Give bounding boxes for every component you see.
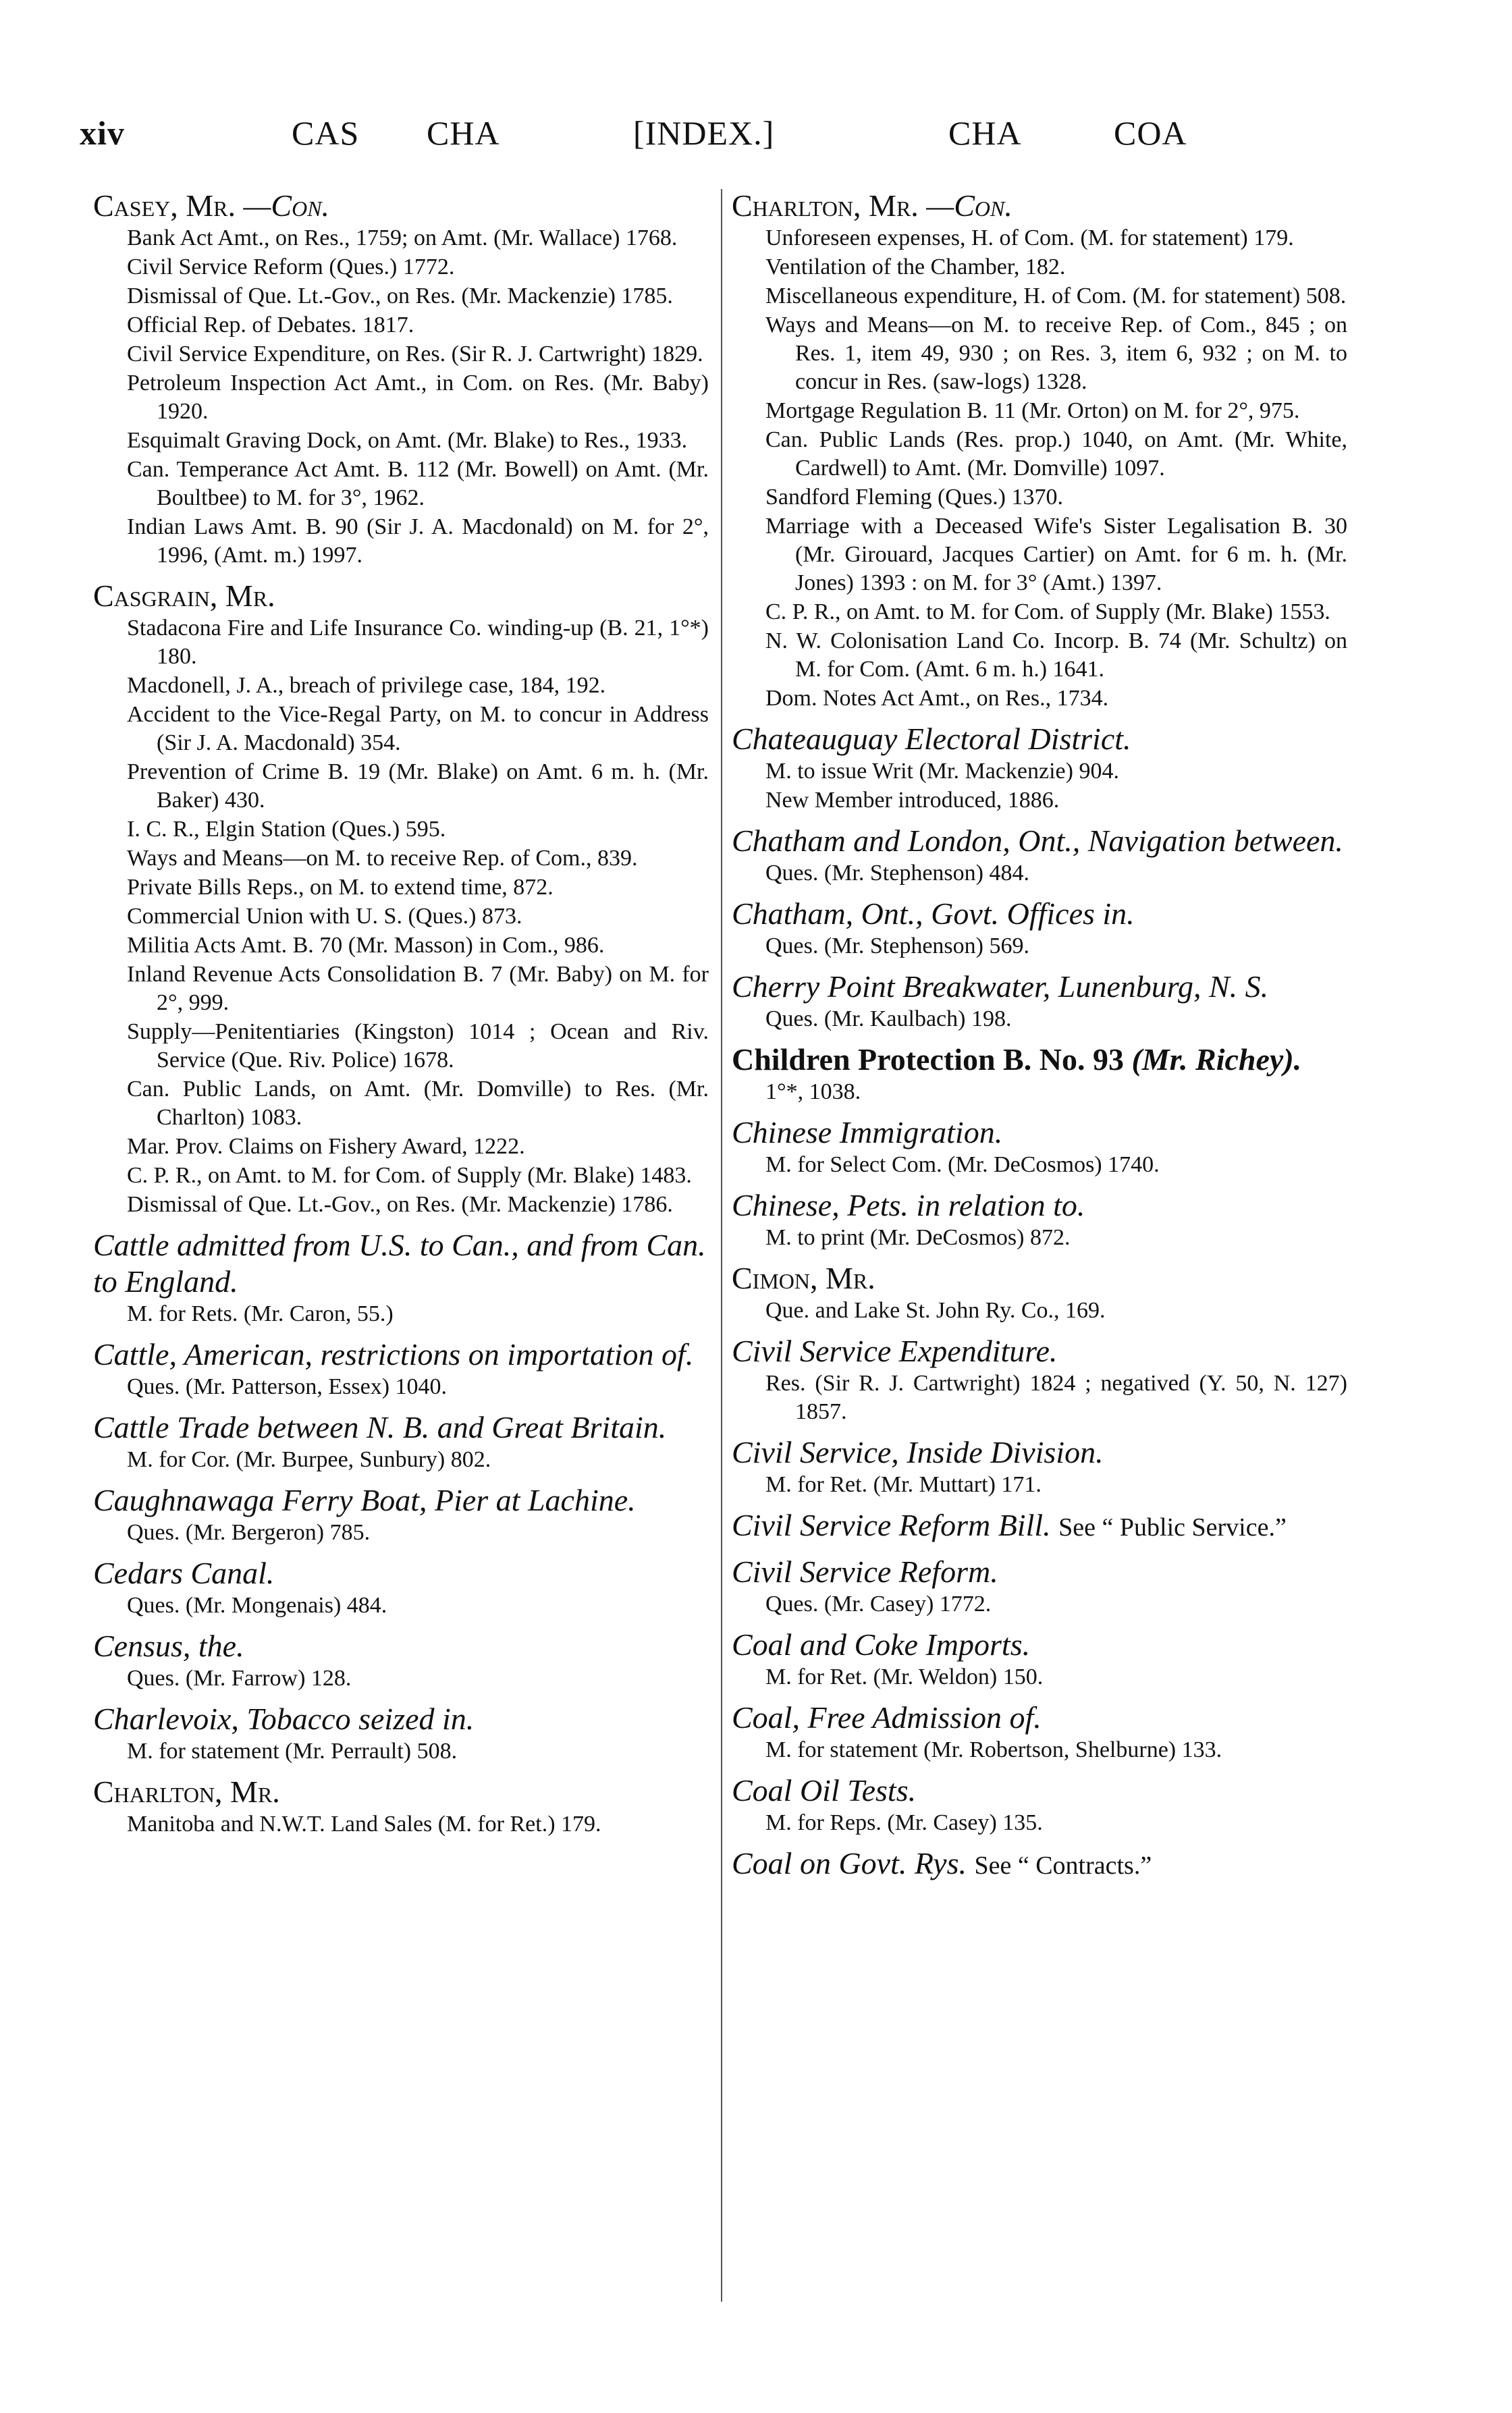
entry-subline: Macdonell, J. A., breach of privilege case, 184, 192.	[127, 673, 606, 698]
entry-subline: M. to print (Mr. DeCosmos) 872.	[765, 1225, 1071, 1250]
entry-heading-text: Civil Service, Inside Division.	[732, 1435, 1104, 1469]
entry-subline: Ques. (Mr. Stephenson) 569.	[765, 933, 1029, 958]
entry-heading-continued: —Con.	[926, 188, 1013, 223]
entry-heading	[732, 823, 1347, 859]
index-entry	[732, 1507, 1347, 1546]
entry-heading-text: Cimon, Mr.	[732, 1261, 875, 1295]
entry-heading-text: Cedars Canal.	[93, 1556, 275, 1590]
entry-heading	[93, 1227, 709, 1300]
index-entry	[732, 823, 1347, 888]
entry-subline: M. for statement (Mr. Perrault) 508.	[127, 1739, 458, 1764]
index-entry	[732, 1114, 1347, 1179]
entry-heading	[732, 1260, 1347, 1297]
entry-subline: M. for Select Com. (Mr. DeCosmos) 1740.	[765, 1152, 1160, 1177]
right-range-end: COA	[1114, 114, 1187, 152]
entry-heading-text: Chatham, Ont., Govt. Offices in.	[732, 896, 1135, 931]
entry-subline: Accident to the Vice-Regal Party, on M. to concur in Address (Sir J. A. Macdonald) 354.	[127, 702, 709, 755]
entry-heading-text: Census, the.	[93, 1629, 244, 1663]
entry-heading-continued: —Con.	[243, 188, 330, 223]
left-range-start: CAS	[292, 114, 360, 152]
index-entry	[93, 1409, 709, 1474]
entry-heading-text: Chateauguay Electoral District.	[732, 722, 1131, 756]
entry-heading-text: Civil Service Reform.	[732, 1554, 998, 1589]
index-entry	[732, 188, 1347, 713]
entry-subline: Esquimalt Graving Dock, on Amt. (Mr. Blake) to Res., 1933.	[127, 428, 688, 453]
entry-subline: Militia Acts Amt. B. 70 (Mr. Masson) in Com., 986.	[127, 933, 605, 958]
entry-heading	[732, 1700, 1347, 1736]
entry-heading	[93, 578, 709, 614]
entry-subline: M. for Cor. (Mr. Burpee, Sunbury) 802.	[127, 1447, 491, 1472]
entry-subline: Ques. (Mr. Casey) 1772.	[765, 1592, 992, 1617]
entry-heading	[732, 1333, 1347, 1370]
entry-subline: Marriage with a Deceased Wife's Sister Legalisation B. 30 (Mr. Girouard, Jacques Cartier) on Amt. for 6 m. h. (Mr. Jones) 1393 : on M. for 3° (Amt.) 1397.	[765, 514, 1347, 595]
entry-heading	[93, 1336, 709, 1373]
entry-heading-text: Coal, Free Admission of.	[732, 1700, 1042, 1735]
entry-subline: Can. Temperance Act Amt. B. 112 (Mr. Bowell) on Amt. (Mr. Boultbee) to M. for 3°, 1962.	[127, 457, 709, 510]
left-range-end: CHA	[427, 114, 500, 152]
page-number: xiv	[80, 114, 125, 152]
entry-subline: Petroleum Inspection Act Amt., in Com. on Res. (Mr. Baby) 1920.	[127, 371, 709, 424]
entry-subline: Prevention of Crime B. 19 (Mr. Blake) on Amt. 6 m. h. (Mr. Baker) 430.	[127, 759, 709, 813]
index-entry	[93, 1336, 709, 1401]
entry-subline: Commercial Union with U. S. (Ques.) 873.	[127, 904, 522, 929]
index-entry	[732, 896, 1347, 960]
index-entry	[732, 1434, 1347, 1499]
index-entry	[732, 969, 1347, 1033]
entry-subline: Bank Act Amt., on Res., 1759; on Amt. (Mr. Wallace) 1768.	[127, 225, 678, 250]
entry-heading	[93, 1701, 709, 1737]
entry-subline: Inland Revenue Acts Consolidation B. 7 (Mr. Baby) on M. for 2°, 999.	[127, 962, 709, 1015]
index-entry	[93, 188, 709, 570]
index-entry	[732, 1260, 1347, 1325]
entry-subline: Private Bills Reps., on M. to extend time, 872.	[127, 875, 554, 900]
index-entry	[732, 1700, 1347, 1764]
entry-subline: Civil Service Reform (Ques.) 1772.	[127, 254, 455, 279]
entry-subline: Ques. (Mr. Kaulbach) 198.	[765, 1006, 1012, 1031]
entry-subline: Ques. (Mr. Mongenais) 484.	[127, 1593, 387, 1618]
entry-subline: M. for Rets. (Mr. Caron, 55.)	[127, 1301, 394, 1326]
index-entry	[93, 1628, 709, 1693]
entry-heading-text: Chinese, Pets. in relation to.	[732, 1188, 1085, 1222]
entry-heading	[732, 1627, 1347, 1663]
index-entry	[93, 578, 709, 1219]
entry-heading	[93, 1409, 709, 1446]
entry-subline: Mar. Prov. Claims on Fishery Award, 1222.	[127, 1134, 525, 1159]
entry-heading-text: Charlevoix, Tobacco seized in.	[93, 1702, 475, 1736]
index-entry	[93, 1227, 709, 1328]
entry-subline: M. for Ret. (Mr. Muttart) 171.	[765, 1472, 1042, 1497]
entry-heading	[732, 721, 1347, 757]
entry-heading-text: Children Protection B. No. 93	[732, 1042, 1124, 1077]
entry-heading	[732, 1114, 1347, 1151]
entry-heading	[93, 188, 709, 224]
entry-subline: Mortgage Regulation B. 11 (Mr. Orton) on M. for 2°, 975.	[765, 398, 1300, 423]
index-entry	[93, 1482, 709, 1547]
entry-heading	[732, 1554, 1347, 1590]
entry-subline: Unforeseen expenses, H. of Com. (M. for statement) 179.	[765, 225, 1294, 250]
entry-heading	[732, 1434, 1347, 1471]
index-entry	[732, 1845, 1347, 1884]
entry-subline: Manitoba and N.W.T. Land Sales (M. for Ret.) 179.	[127, 1812, 601, 1837]
index-entry	[93, 1774, 709, 1839]
entry-subline: Civil Service Expenditure, on Res. (Sir R. J. Cartwright) 1829.	[127, 342, 703, 367]
entry-subline: Sandford Fleming (Ques.) 1370.	[765, 485, 1064, 510]
entry-heading-text: Cattle Trade between N. B. and Great Britain.	[93, 1410, 667, 1444]
entry-subline: Dismissal of Que. Lt.-Gov., on Res. (Mr. Mackenzie) 1786.	[127, 1192, 673, 1217]
index-entry	[732, 1187, 1347, 1252]
entry-heading	[732, 188, 1347, 224]
entry-subline: Dismissal of Que. Lt.-Gov., on Res. (Mr. Mackenzie) 1785.	[127, 283, 673, 308]
entry-subline: Ways and Means—on M. to receive Rep. of Com., 845 ; on Res. 1, item 49, 930 ; on Res. 3, item 6, 932 ; on M. to concur in Res. (saw-logs) 1328.	[765, 313, 1347, 394]
entry-subline: New Member introduced, 1886.	[765, 788, 1060, 813]
entry-subline: M. to issue Writ (Mr. Mackenzie) 904.	[765, 759, 1119, 784]
entry-heading	[93, 1628, 709, 1664]
right-column	[732, 188, 1347, 1892]
entry-heading-text: Casgrain, Mr.	[93, 578, 275, 613]
entry-heading-text: Chatham and London, Ont., Navigation between.	[732, 823, 1343, 858]
entry-subline: Indian Laws Amt. B. 90 (Sir J. A. Macdonald) on M. for 2°, 1996, (Amt. m.) 1997.	[127, 514, 709, 568]
entry-heading	[732, 1772, 1347, 1809]
entry-subline: C. P. R., on Amt. to M. for Com. of Supply (Mr. Blake) 1553.	[765, 599, 1330, 624]
entry-heading-text: Cherry Point Breakwater, Lunenburg, N. S.	[732, 969, 1269, 1004]
entry-subline: Dom. Notes Act Amt., on Res., 1734.	[765, 686, 1109, 711]
entry-subline: I. C. R., Elgin Station (Ques.) 595.	[127, 817, 446, 842]
entry-heading-text: Casey, Mr.	[93, 188, 236, 223]
index-entry	[732, 1041, 1347, 1106]
entry-subline: Ventilation of the Chamber, 182.	[765, 254, 1066, 279]
entry-heading-text: Coal on Govt. Rys.	[732, 1846, 967, 1880]
entry-subline: Ques. (Mr. Patterson, Essex) 1040.	[127, 1374, 448, 1399]
index-entry	[732, 1333, 1347, 1426]
entry-heading	[732, 1041, 1347, 1078]
entry-subline: Ques. (Mr. Bergeron) 785.	[127, 1520, 371, 1545]
index-entry	[732, 1627, 1347, 1691]
entry-see-reference: See “ Contracts.”	[974, 1851, 1152, 1880]
entry-subline: Official Rep. of Debates. 1817.	[127, 313, 414, 337]
entry-heading	[93, 1774, 709, 1810]
entry-heading	[732, 1845, 1347, 1884]
entry-subline: Miscellaneous expenditure, H. of Com. (M. for statement) 508.	[765, 283, 1347, 308]
entry-subline: Ques. (Mr. Stephenson) 484.	[765, 861, 1029, 886]
entry-heading	[732, 896, 1347, 932]
index-entry	[93, 1701, 709, 1766]
entry-subline: Can. Public Lands, on Amt. (Mr. Domville) to Res. (Mr. Charlton) 1083.	[127, 1077, 709, 1130]
entry-subline: Can. Public Lands (Res. prop.) 1040, on Amt. (Mr. White, Cardwell) to Amt. (Mr. Domville) 1097.	[765, 427, 1347, 481]
entry-heading-text: Caughnawaga Ferry Boat, Pier at Lachine.	[93, 1483, 636, 1517]
entry-heading-text: Charlton, Mr.	[93, 1774, 280, 1809]
entry-subline: Stadacona Fire and Life Insurance Co. winding-up (B. 21, 1°*) 180.	[127, 616, 709, 669]
entry-heading-text: Cattle, American, restrictions on importation of.	[93, 1337, 694, 1372]
entry-heading	[93, 1555, 709, 1592]
entry-subline: Ques. (Mr. Farrow) 128.	[127, 1666, 352, 1691]
right-range-start: CHA	[948, 114, 1022, 152]
entry-subline: Res. (Sir R. J. Cartwright) 1824 ; negatived (Y. 50, N. 127) 1857.	[765, 1371, 1347, 1424]
running-header	[0, 113, 1512, 161]
entry-heading	[732, 1507, 1347, 1546]
entry-subline: M. for Reps. (Mr. Casey) 135.	[765, 1810, 1043, 1835]
index-entry	[732, 1554, 1347, 1619]
entry-subline: C. P. R., on Amt. to M. for Com. of Supply (Mr. Blake) 1483.	[127, 1163, 692, 1188]
entry-heading	[732, 1187, 1347, 1224]
entry-heading	[732, 969, 1347, 1005]
entry-heading-text: Coal and Coke Imports.	[732, 1627, 1031, 1662]
entry-subline: M. for statement (Mr. Robertson, Shelburne) 133.	[765, 1737, 1222, 1762]
entry-subline: 1°*, 1038.	[765, 1079, 861, 1104]
entry-subline: M. for Ret. (Mr. Weldon) 150.	[765, 1664, 1044, 1689]
entry-heading-text: Chinese Immigration.	[732, 1115, 1003, 1149]
entry-subline: Ways and Means—on M. to receive Rep. of Com., 839.	[127, 846, 638, 871]
left-column	[93, 188, 709, 1847]
entry-heading-continued: (Mr. Richey).	[1131, 1042, 1302, 1077]
entry-subline: N. W. Colonisation Land Co. Incorp. B. 74 (Mr. Schultz) on M. for Com. (Amt. 6 m. h.) 1641.	[765, 628, 1347, 682]
entry-subline: Supply—Penitentiaries (Kingston) 1014 ; Ocean and Riv. Service (Que. Riv. Police) 1678.	[127, 1019, 709, 1073]
entry-heading	[93, 1482, 709, 1519]
entry-heading-text: Charlton, Mr.	[732, 188, 919, 223]
column-divider	[721, 189, 722, 2302]
entry-see-reference: See “ Public Service.”	[1058, 1513, 1287, 1542]
entry-heading-text: Civil Service Reform Bill.	[732, 1508, 1051, 1542]
index-entry	[93, 1555, 709, 1620]
index-entry	[732, 1772, 1347, 1837]
index-entry	[732, 721, 1347, 815]
entry-heading-text: Coal Oil Tests.	[732, 1773, 917, 1808]
entry-heading-text: Civil Service Expenditure.	[732, 1334, 1058, 1368]
entry-heading-text: Cattle admitted from U.S. to Can., and from Can. to England.	[93, 1228, 706, 1299]
entry-subline: Que. and Lake St. John Ry. Co., 169.	[765, 1298, 1106, 1323]
index-label: [INDEX.]	[633, 114, 775, 152]
